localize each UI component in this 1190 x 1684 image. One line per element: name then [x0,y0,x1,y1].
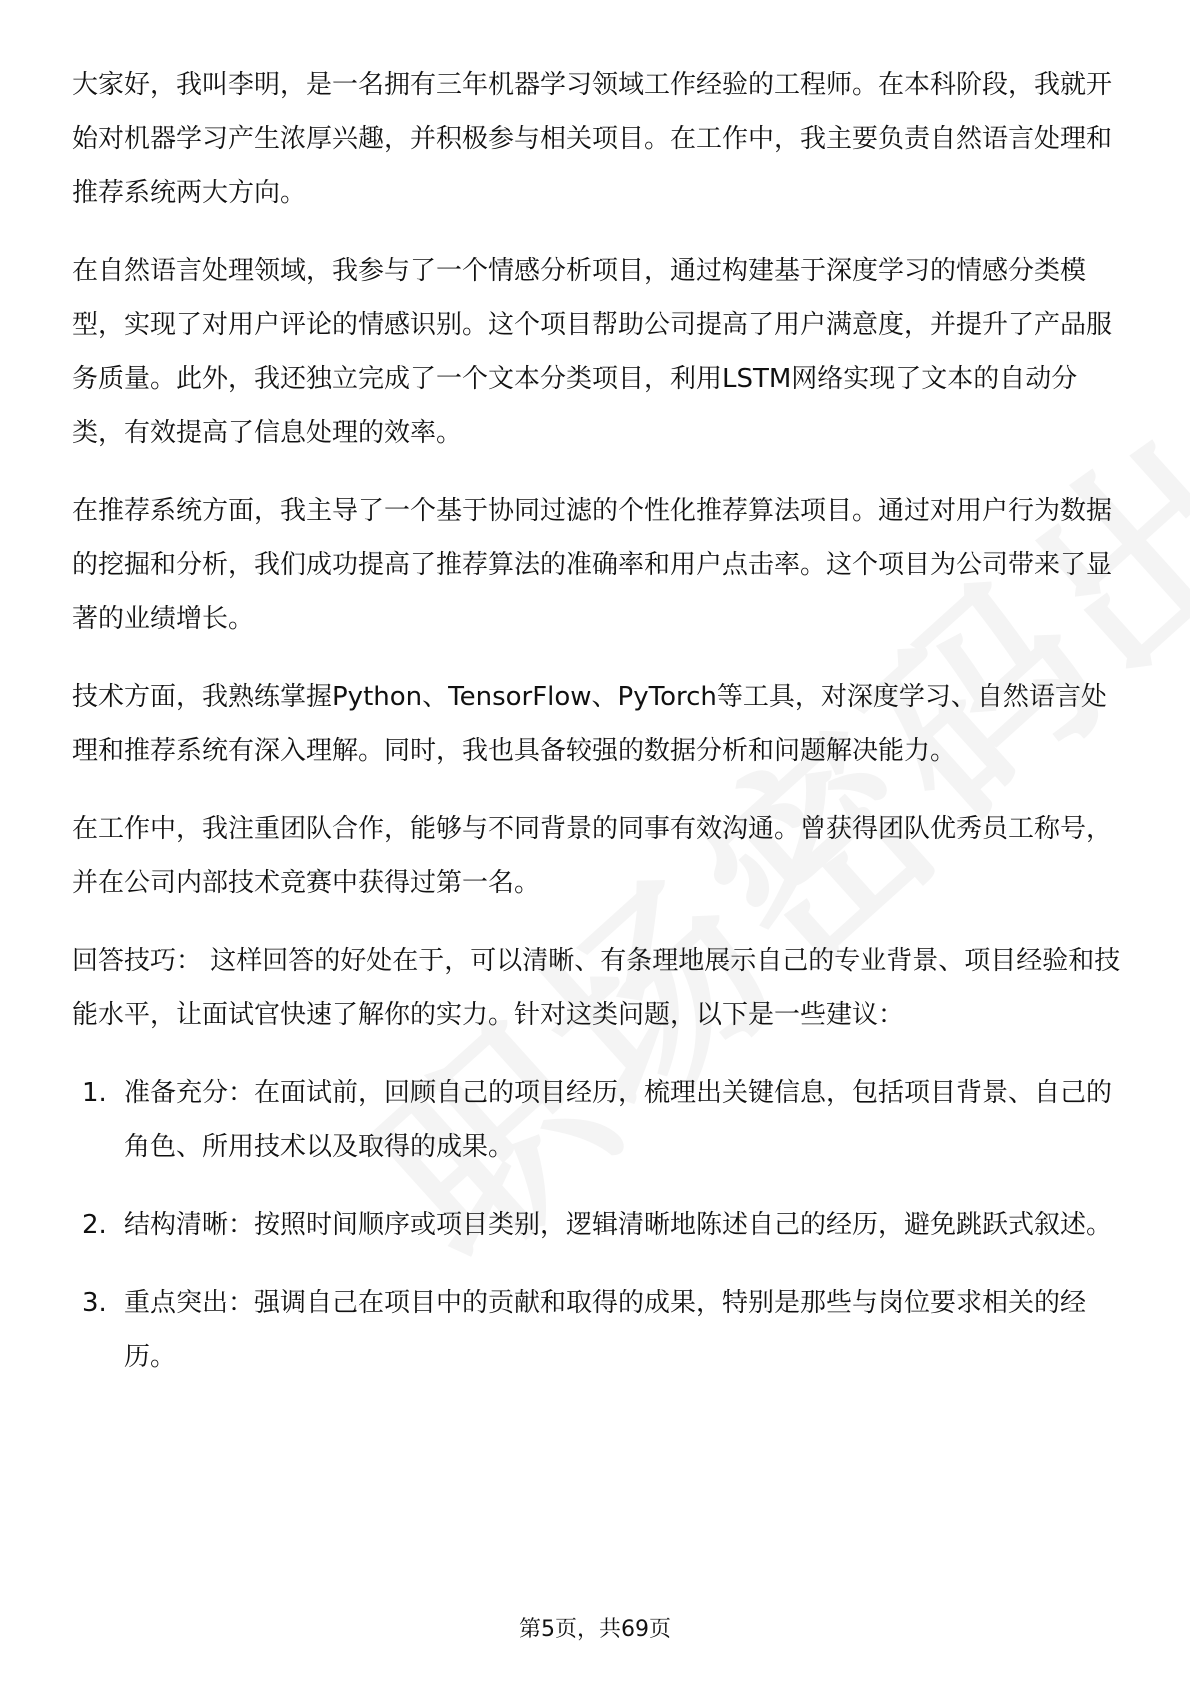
list-item [72,1198,1128,1252]
paragraph-nlp: 在自然语言处理领域，我参与了一个情感分析项目，通过构建基于深度学习的情感分类模型，实现了对用户评论的情感识别。这个项目帮助公司提高了用户满意度，并提升了产品服务质量。此外，我还独立完成了一个文本分类项目，利用LSTM网络实现了文本的自动分类，有效提高了信息处理的效率。 [72,256,1113,448]
list-number: 3. [82,1288,107,1318]
list-text: 结构清晰：按照时间顺序或项目类别，逻辑清晰地陈述自己的经历，避免跳跃式叙述。 [124,1210,1113,1240]
paragraph-teamwork: 在工作中，我注重团队合作，能够与不同背景的同事有效沟通。曾获得团队优秀员工称号，并在公司内部技术竞赛中获得过第一名。 [72,814,1113,898]
list-item [72,1276,1128,1384]
list-item [72,1066,1128,1174]
paragraph-recommender: 在推荐系统方面，我主导了一个基于协同过滤的个性化推荐算法项目。通过对用户行为数据的挖掘和分析，我们成功提高了推荐算法的准确率和用户点击率。这个项目为公司带来了显著的业绩增长。 [72,496,1113,634]
paragraph-tips: 回答技巧： 这样回答的好处在于，可以清晰、有条理地展示自己的专业背景、项目经验和技能水平，让面试官快速了解你的实力。针对这类问题，以下是一些建议： [72,946,1121,1030]
page-number: 第5页，共69页 [519,1617,671,1642]
list-number: 1. [82,1078,107,1108]
list-number: 2. [82,1210,107,1240]
paragraph-intro: 大家好，我叫李明，是一名拥有三年机器学习领域工作经验的工程师。在本科阶段，我就开始对机器学习产生浓厚兴趣，并积极参与相关项目。在工作中，我主要负责自然语言处理和推荐系统两大方向。 [72,70,1113,208]
document-body [72,58,1128,1408]
list-text: 重点突出：强调自己在项目中的贡献和取得的成果，特别是那些与岗位要求相关的经历。 [124,1288,1087,1372]
paragraph-skills: 技术方面，我熟练掌握Python、TensorFlow、PyTorch等工具，对深度学习、自然语言处理和推荐系统有深入理解。同时，我也具备较强的数据分析和问题解决能力。 [72,682,1107,766]
list-text: 准备充分：在面试前，回顾自己的项目经历，梳理出关键信息，包括项目背景、自己的角色、所用技术以及取得的成果。 [124,1078,1113,1162]
tips-list [72,1066,1128,1384]
